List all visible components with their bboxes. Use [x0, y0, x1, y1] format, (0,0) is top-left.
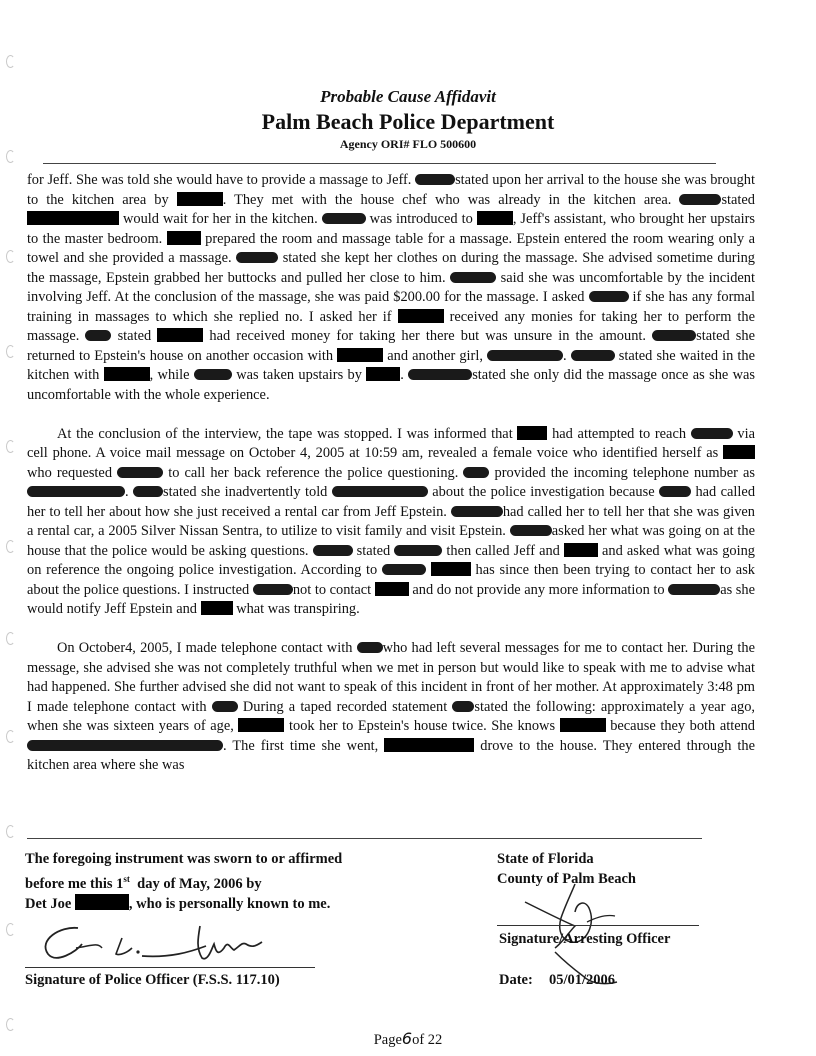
redaction-marker [313, 545, 353, 556]
paragraph-text: said she was uncomfortable by the incident involving Jeff. At the conclusion of the massage, she was paid $200.00 for the massage. I asked [27, 269, 755, 305]
page-number: Page6of 22 [373, 1029, 443, 1048]
paragraph-text: received any monies for taking her to perform the massage. [27, 308, 756, 344]
agency-number: Agency ORI# FLO 500600 [339, 137, 477, 151]
punch-hole [6, 825, 15, 838]
paragraph-text: via cell phone. A voice mail message on October 4, 2005 at 10:59 am, revealed a female voice who identified herself as [27, 425, 755, 461]
redaction-box [337, 348, 383, 362]
redaction-marker [408, 369, 472, 380]
paragraph-text: had attempted to reach [547, 425, 691, 442]
paragraph-text: was taken upstairs by [231, 367, 367, 383]
redaction-box [366, 367, 400, 381]
paragraph-text: has since then been trying to contact her to ask about the police questions. I instructed [27, 562, 755, 598]
redaction-marker [510, 525, 552, 536]
paragraph-text: During a taped recorded statement [237, 698, 453, 715]
redaction-marker [27, 740, 223, 751]
redaction-box [375, 582, 409, 596]
ordinal-suffix: st [123, 873, 130, 884]
department-title: Palm Beach Police Department [261, 109, 555, 134]
redaction-box [238, 718, 284, 732]
redaction-box [75, 894, 129, 910]
paragraph-text: stated [352, 542, 395, 559]
redaction-marker [659, 486, 691, 497]
signature-line-right [497, 925, 699, 926]
redaction-marker [394, 545, 442, 556]
paragraph-text: , Jeff's assistant, who brought her upstairs to the master bedroom. [27, 211, 755, 247]
date-value: 05/01/2006 [549, 972, 616, 988]
police-officer-signature-label: Signature of Police Officer (F.S.S. 117.10) [25, 972, 280, 988]
paragraph-text: and do not provide any more information to [408, 581, 669, 598]
signature-date [499, 972, 615, 989]
redaction-marker [253, 584, 293, 595]
county-label: County of Palm Beach [497, 870, 636, 887]
paragraph-text: . The first time she went, [223, 737, 385, 754]
redaction-marker [451, 506, 503, 517]
redaction-marker [589, 291, 629, 302]
paragraph-text: and asked what was going on reference the ongoing police investigation. According to [27, 542, 755, 578]
redaction-box [560, 718, 606, 732]
paragraph-text: stated upon her arrival to the house she was brought to the kitchen area by [27, 172, 755, 208]
paragraph-text: stated the following: approximately a year ago, when she was sixteen years of age, [27, 698, 755, 734]
paragraph-text: about the police investigation because [427, 484, 660, 500]
redaction-marker [382, 564, 426, 575]
paragraph-text: stated she inadvertently told [163, 484, 332, 500]
redaction-marker [236, 252, 278, 263]
paragraph-text: who had left several messages for me to contact her. During the message, she advised she was not completely truthful when we met in person but would like to speak with me to advise what had happened. She further advised she did not want to speak of this incident in front of her mother. At approximately 3:48 pm I made telephone contact with [27, 640, 755, 715]
police-officer-signature [30, 918, 290, 970]
redaction-marker [668, 584, 720, 595]
paragraph-text: . [563, 347, 571, 364]
redaction-marker [571, 350, 615, 361]
redaction-marker [415, 174, 455, 185]
paragraph-text: to call her back reference the police questioning. [163, 464, 464, 481]
redaction-marker [652, 330, 696, 341]
redaction-box [201, 601, 233, 615]
header-divider [43, 163, 716, 164]
redaction-box [157, 328, 203, 342]
redaction-marker [450, 272, 496, 283]
redaction-box [564, 543, 598, 557]
state-label: State of Florida [497, 851, 594, 867]
paragraph-text: stated she kept her clothes on during the massage. She advised sometime during the massage, Epstein grabbed her buttocks and pulled her close to him. [27, 250, 755, 286]
redaction-box [398, 309, 444, 323]
redaction-box [384, 738, 474, 752]
document-header [0, 86, 816, 152]
punch-hole [6, 250, 15, 263]
punch-hole [6, 632, 15, 645]
redaction-box [477, 211, 513, 225]
paragraph-text: had received money for taking her there but was unsure in the amount. [203, 328, 653, 344]
paragraph-text: On October4, 2005, I made telephone contact with [57, 640, 357, 656]
paragraph-text: drove to the house. They entered through the kitchen area where she was [27, 737, 755, 773]
redaction-marker [212, 701, 238, 712]
punch-hole [6, 55, 15, 68]
redaction-box [177, 192, 223, 206]
redaction-box [167, 231, 201, 245]
paragraph-text: At the conclusion of the interview, the tape was stopped. I was informed that [57, 425, 518, 442]
paragraph-text: because they both attend [605, 718, 755, 734]
punch-hole [6, 923, 15, 936]
redaction-box [517, 426, 547, 440]
redaction-marker [691, 428, 733, 439]
paragraph-text: not to contact [292, 581, 375, 598]
paragraph-text: as she would notify Jeff Epstein and [27, 581, 755, 617]
notary-line-1: The foregoing instrument was sworn to or affirmed [25, 851, 343, 867]
punch-hole [6, 540, 15, 553]
redaction-marker [357, 642, 383, 653]
paragraph-text: had called her to tell her about how she just received a rental car from Jeff Epstein. [27, 484, 756, 520]
paragraph-text: stated [721, 191, 756, 208]
notary-line-3: Det Joe , who is personally known to me. [25, 895, 331, 912]
paragraph-text: if she has any formal training in massages to which she replied no. I asked her if [27, 289, 755, 325]
redaction-marker [679, 194, 721, 205]
redaction-marker [322, 213, 366, 224]
paragraph-text: had called her to tell her that she was given a rental car, a 2005 Silver Nissan Sentra, to utilize to visit family and visit Epstein. [27, 503, 755, 539]
paragraph-text: what was transpiring. [232, 601, 360, 617]
notary-statement [25, 850, 405, 914]
notary-line-2: before me this 1st day of May, 2006 by [25, 873, 262, 892]
punch-hole [6, 730, 15, 743]
paragraph-text: . They met with the house chef who was already in the kitchen area. [222, 191, 680, 208]
paragraph-text: who requested [27, 464, 118, 481]
paragraph-text: stated she only did the massage once as she was uncomfortable with the whole experience. [27, 367, 755, 403]
affidavit-body [27, 171, 755, 795]
redaction-marker [194, 369, 232, 380]
redaction-marker [487, 350, 563, 361]
paragraph-text: and another girl, [383, 347, 488, 364]
document-subtitle: Probable Cause Affidavit [320, 87, 496, 106]
signature-line-left [25, 967, 315, 968]
redaction-marker [452, 701, 474, 712]
paragraph-text: . [400, 367, 409, 383]
redaction-marker [133, 486, 163, 497]
redaction-box [104, 367, 150, 381]
paragraph-text: prepared the room and massage table for a massage. Epstein entered the room wearing only a towel and she provided a massage. [27, 230, 755, 266]
punch-hole [6, 440, 15, 453]
paragraph-text: asked her what was going on at the house that the police would be asking questions. [27, 523, 755, 559]
paragraph-text: was introduced to [365, 211, 477, 227]
redaction-marker [463, 467, 489, 478]
paragraph-text: stated she waited in the kitchen with [27, 347, 756, 383]
redaction-box [27, 211, 119, 225]
paragraph-text: would wait for her in the kitchen. [119, 211, 322, 227]
arresting-officer-signature-label: Signature/Arresting Officer [499, 931, 671, 947]
paragraph-text: stated she returned to Epstein's house on another occasion with [27, 328, 755, 364]
paragraph-text: , while [149, 367, 194, 383]
redaction-marker [85, 330, 111, 341]
paragraph-text: for Jeff. She was told she would have to provide a massage to Jeff. [27, 172, 416, 188]
punch-hole [6, 345, 15, 358]
affidavit-paragraph [27, 639, 755, 776]
paragraph-text: stated [111, 328, 158, 344]
page-number-digit: 6 [401, 1029, 413, 1048]
date-label: Date: [499, 972, 533, 988]
affidavit-paragraph [27, 425, 755, 620]
redaction-marker [332, 486, 428, 497]
paragraph-text: provided the incoming telephone number as [489, 464, 755, 481]
redaction-box [431, 562, 471, 576]
footer-divider [27, 838, 702, 839]
paragraph-text: . [125, 484, 134, 500]
redaction-marker [117, 467, 163, 478]
redaction-box [723, 445, 755, 459]
paragraph-text: took her to Epstein's house twice. She knows [284, 718, 560, 734]
redaction-marker [27, 486, 125, 497]
paragraph-text: then called Jeff and [442, 542, 564, 559]
affidavit-paragraph [27, 171, 755, 405]
